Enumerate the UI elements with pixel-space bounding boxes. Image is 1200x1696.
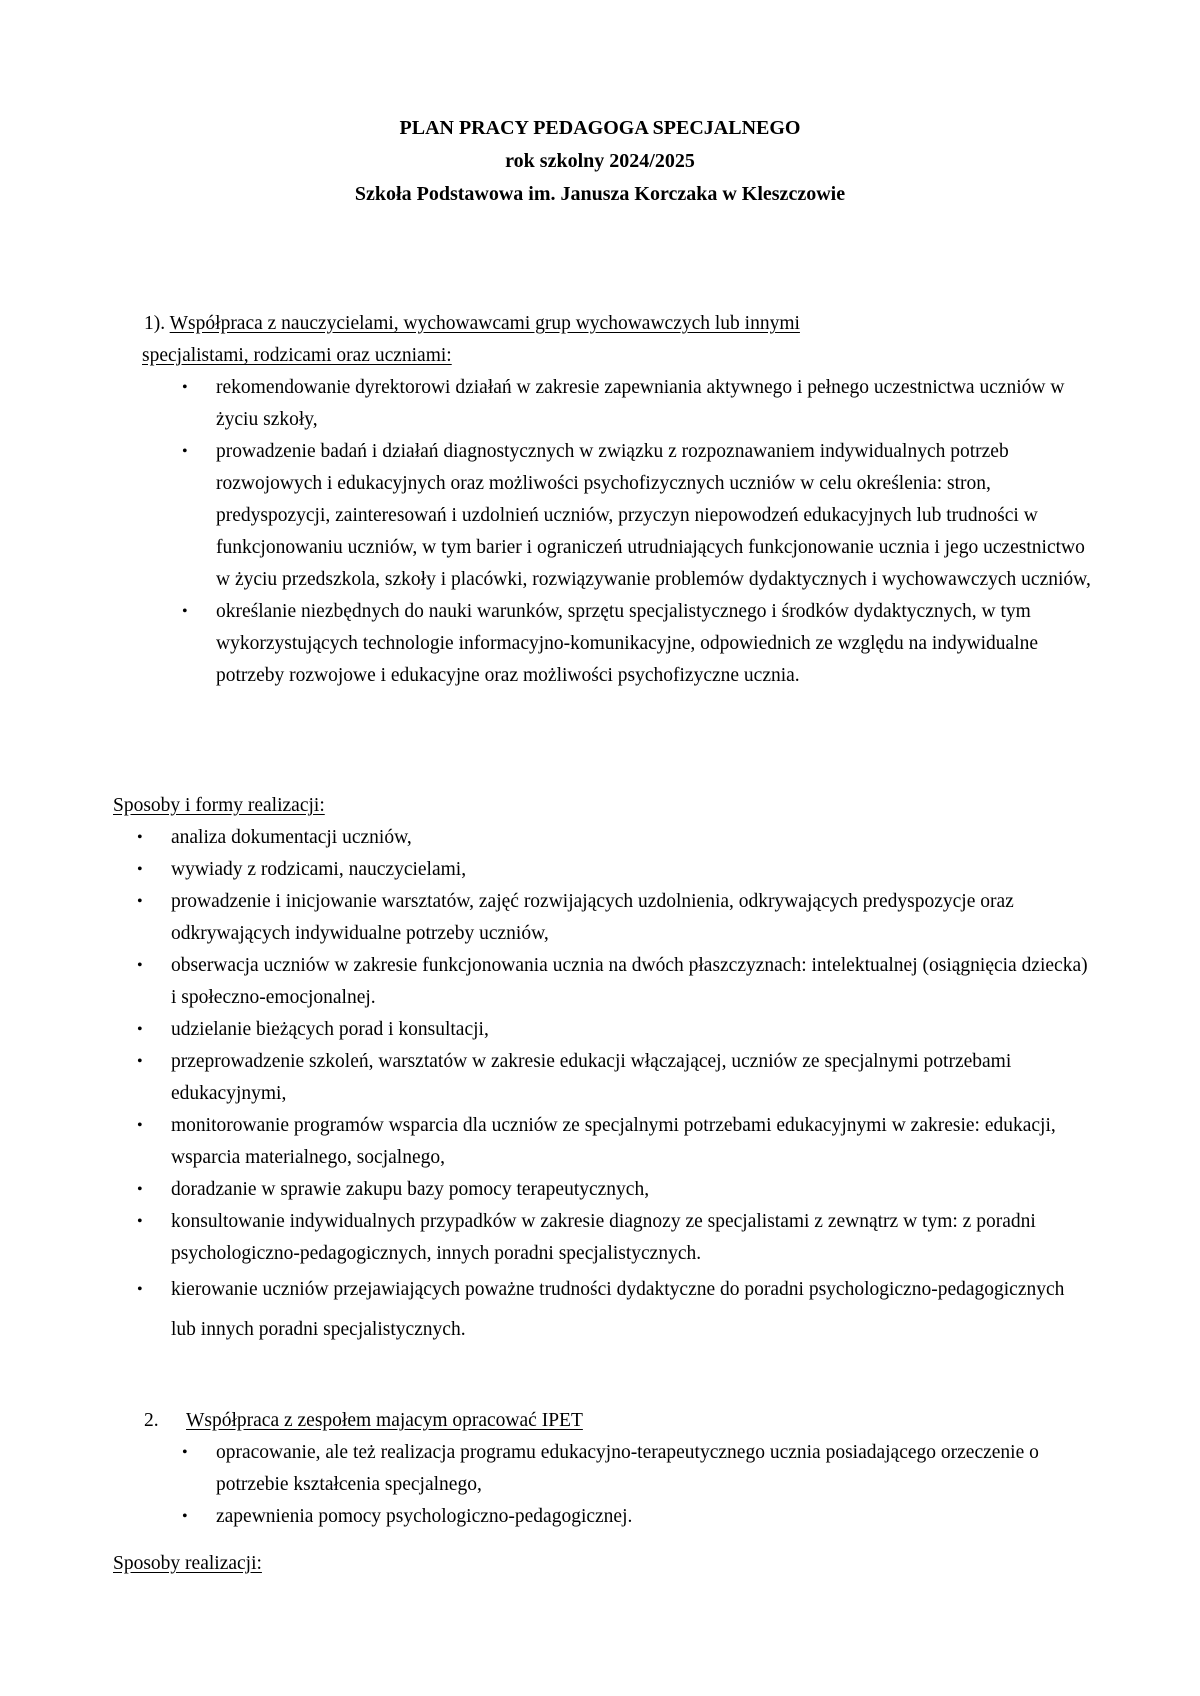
list-item: • analiza dokumentacji uczniów, <box>171 822 1093 854</box>
bullet-icon: • <box>137 1053 143 1070</box>
section-2-list <box>182 1437 1094 1533</box>
list-item: • prowadzenie badań i działań diagnostycznych w związku z rozpoznawaniem indywidualnych potrzeb rozwojowych i edukacyjnych oraz możliwości psychofizycznych uczniów w celu określenia: stron, predyspozycji, zainteresowań i uzdolnień uczniów, przyczyn niepowodzeń edukacyjnych lub trudności w funkcjonowaniu uczniów, w tym barier i ograniczeń utrudniających funkcjonowanie ucznia i jego uczestnictwo w życiu przedszkola, szkoły i placówki, rozwiązywanie problemów dydaktycznych i wychowawczych uczniów, <box>216 436 1094 596</box>
list-item: • monitorowanie programów wsparcia dla uczniów ze specjalnymi potrzebami edukacyjnymi w zakresie: edukacji, wsparcia materialnego, socjalnego, <box>171 1110 1093 1174</box>
list-item: • doradzanie w sprawie zakupu bazy pomocy terapeutycznych, <box>171 1174 1093 1206</box>
bullet-icon: • <box>137 829 143 846</box>
section-1-forms <box>113 790 1093 1350</box>
bullet-icon: • <box>137 1181 143 1198</box>
document-title: PLAN PRACY PEDAGOGA SPECJALNEGO <box>399 117 801 139</box>
section-2-heading <box>144 1405 1094 1437</box>
list-item: • prowadzenie i inicjowanie warsztatów, zajęć rozwijających uzdolnienia, odkrywających predyspozycje oraz odkrywających indywidualne potrzeby uczniów, <box>171 886 1093 950</box>
section-2-forms-heading: Sposoby realizacji: <box>113 1553 262 1574</box>
bullet-icon: • <box>182 1444 188 1461</box>
section-1 <box>144 308 1094 692</box>
bullet-icon: • <box>137 1213 143 1230</box>
list-item: • zapewnienia pomocy psychologiczno-pedagogicznej. <box>216 1501 1094 1533</box>
section-2-heading-text: Współpraca z zespołem majacym opracować IPET <box>186 1410 583 1431</box>
section-1-heading-line2: specjalistami, rodzicami oraz uczniami: <box>142 345 452 366</box>
list-item: • rekomendowanie dyrektorowi działań w zakresie zapewniania aktywnego i pełnego uczestnictwa uczniów w życiu szkoły, <box>216 372 1094 436</box>
school-name: Szkoła Podstawowa im. Janusza Korczaka w Kleszczowie <box>354 183 846 205</box>
list-item: • obserwacja uczniów w zakresie funkcjonowania ucznia na dwóch płaszczyznach: intelektualnej (osiągnięcia dziecka) i społeczno-emocjonalnej. <box>171 950 1093 1014</box>
section-2-number: 2. <box>144 1410 159 1431</box>
bullet-icon: • <box>182 443 188 460</box>
bullet-icon: • <box>137 957 143 974</box>
bullet-icon: • <box>182 603 188 620</box>
list-item: • przeprowadzenie szkoleń, warsztatów w zakresie edukacji włączającej, uczniów ze specjalnymi potrzebami edukacyjnymi, <box>171 1046 1093 1110</box>
bullet-icon: • <box>137 1117 143 1134</box>
document-title-block <box>0 112 1200 211</box>
section-1-number: 1). <box>144 313 166 334</box>
section-2 <box>144 1405 1094 1533</box>
bullet-icon: • <box>137 1021 143 1038</box>
section-1-list <box>182 372 1094 692</box>
section-1-heading <box>144 308 1094 340</box>
list-item: • udzielanie bieżących porad i konsultacji, <box>171 1014 1093 1046</box>
bullet-icon: • <box>137 1281 143 1298</box>
list-item: • kierowanie uczniów przejawiających poważne trudności dydaktyczne do poradni psychologiczno-pedagogicznych lub innych poradni specjalistycznych. <box>171 1270 1093 1350</box>
school-year: rok szkolny 2024/2025 <box>505 150 695 172</box>
forms-heading: Sposoby i formy realizacji: <box>113 795 325 816</box>
forms-list <box>137 822 1093 1350</box>
list-item: • określanie niezbędnych do nauki warunków, sprzętu specjalistycznego i środków dydaktycznych, w tym wykorzystujących technologie informacyjno-komunikacyjne, odpowiednich ze względu na indywidualne potrzeby rozwojowe i edukacyjne oraz możliwości psychofizyczne ucznia. <box>216 596 1094 692</box>
bullet-icon: • <box>182 379 188 396</box>
bullet-icon: • <box>137 893 143 910</box>
bullet-icon: • <box>182 1508 188 1525</box>
list-item: • opracowanie, ale też realizacja programu edukacyjno-terapeutycznego ucznia posiadającego orzeczenie o potrzebie kształcenia specjalnego, <box>216 1437 1094 1501</box>
section-1-heading-line1: Współpraca z nauczycielami, wychowawcami grup wychowawczych lub innymi <box>169 313 800 334</box>
bullet-icon: • <box>137 861 143 878</box>
list-item: • wywiady z rodzicami, nauczycielami, <box>171 854 1093 886</box>
list-item: • konsultowanie indywidualnych przypadków w zakresie diagnozy ze specjalistami z zewnątrz w tym: z poradni psychologiczno-pedagogicznych, innych poradni specjalistycznych. <box>171 1206 1093 1270</box>
